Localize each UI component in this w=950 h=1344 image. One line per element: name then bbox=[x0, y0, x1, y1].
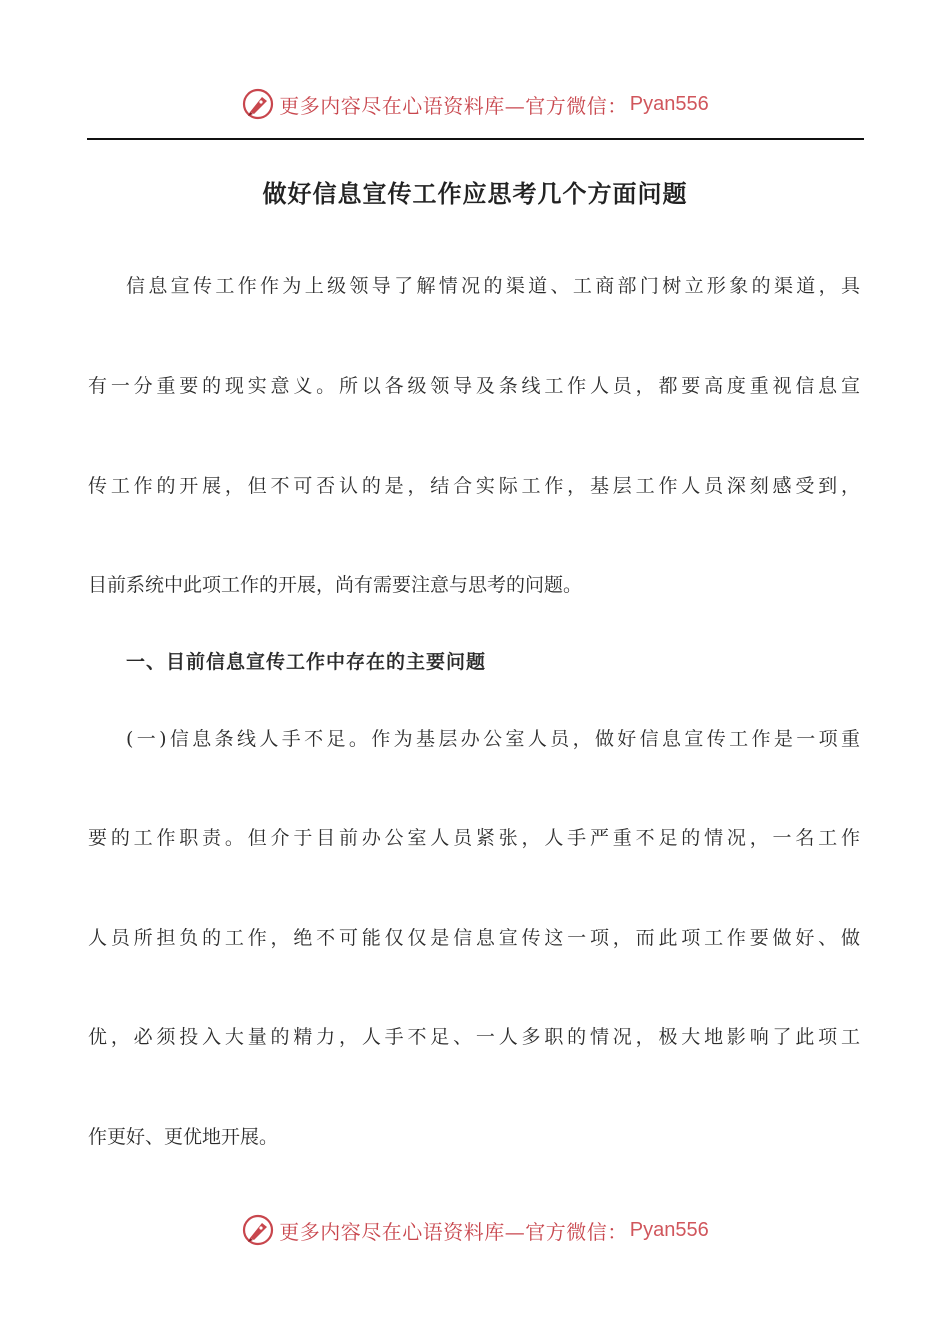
pen-nib-icon bbox=[241, 87, 275, 121]
banner-wechat-id: Pyan556 bbox=[629, 92, 709, 115]
banner-text: 更多内容尽在心语资料库—官方微信： bbox=[279, 93, 628, 118]
paragraph2-line: 人员所担负的工作，绝不可能仅仅是信息宣传这一项，而此项工作要做好、做 bbox=[88, 927, 860, 949]
header-banner bbox=[0, 84, 950, 124]
banner-text: 更多内容尽在心语资料库—官方微信： bbox=[279, 1219, 628, 1244]
paragraph1-line: 有一分重要的现实意义。所以各级领导及条线工作人员，都要高度重视信息宣 bbox=[88, 375, 860, 397]
paragraph1-line: 信息宣传工作作为上级领导了解情况的渠道、工商部门树立形象的渠道，具 bbox=[126, 275, 860, 297]
pen-nib-icon bbox=[241, 1213, 275, 1247]
footer-banner bbox=[0, 1210, 950, 1250]
paragraph1-line: 目前系统中此项工作的开展，尚有需要注意与思考的问题。 bbox=[88, 574, 583, 596]
paragraph2-line: 要的工作职责。但介于目前办公室人员紧张，人手严重不足的情况，一名工作 bbox=[88, 827, 860, 849]
paragraph2-line: (一)信息条线人手不足。作为基层办公室人员，做好信息宣传工作是一项重 bbox=[126, 728, 860, 750]
document-title: 做好信息宣传工作应思考几个方面问题 bbox=[262, 180, 688, 208]
banner-wechat-id: Pyan556 bbox=[629, 1218, 709, 1241]
section-heading: 一、目前信息宣传工作中存在的主要问题 bbox=[126, 651, 487, 673]
header-divider bbox=[87, 138, 864, 140]
paragraph1-line: 传工作的开展，但不可否认的是，结合实际工作，基层工作人员深刻感受到， bbox=[88, 475, 860, 497]
paragraph2-line: 优，必须投入大量的精力，人手不足、一人多职的情况，极大地影响了此项工 bbox=[88, 1026, 860, 1048]
paragraph2-line: 作更好、更优地开展。 bbox=[88, 1126, 279, 1148]
